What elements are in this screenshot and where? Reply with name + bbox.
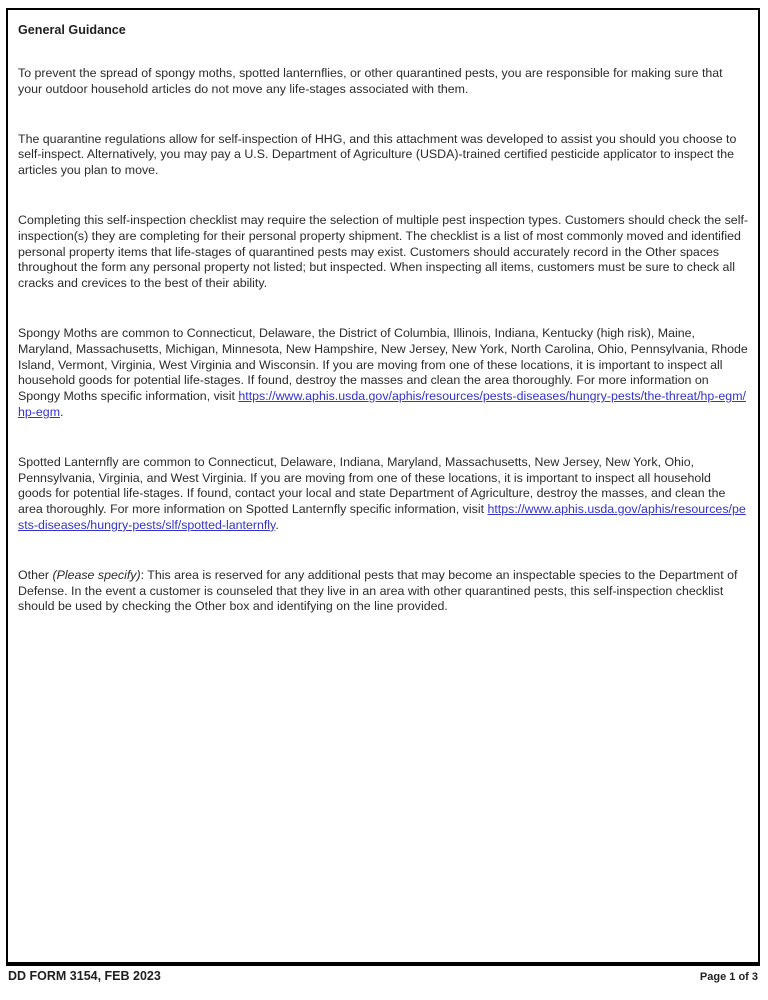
paragraph-other-pests [18, 568, 748, 615]
section-title: General Guidance [18, 23, 126, 37]
paragraph-checklist-instructions: Completing this self-inspection checklist may require the selection of multiple pest inspection types. Customers should check the self-inspection(s) they are completing for their personal property shipment. The checklist is a list of most commonly moved and identified personal property items that life-stages of quarantined pests may exist. Customers should accurately record in the Other spaces throughout the form any personal property not listed; but inspected. When inspecting all items, customers must be sure to check all cracks and crevices to the best of their ability. [18, 212, 749, 291]
form-number: DD FORM 3154, FEB 2023 [8, 969, 161, 983]
spotted-lanternfly-text: Spotted Lanternfly are common to Connecticut, Delaware, Indiana, Maryland, Massachusetts, New Jersey, New York, Ohio, Pennsylvania, Virginia, and West Virginia. If you are moving from one of these locations, it is important to inspect all household goods for potential life-stages. If found, contact your local and state Department of Agriculture, destroy the masses, and clean the area thoroughly. For more information on Spotted Lanternfly specific information, visit [18, 454, 726, 517]
general-guidance-section [6, 8, 760, 966]
paragraph-spongy-moths [18, 326, 748, 421]
spongy-moths-suffix: . [60, 404, 64, 419]
other-text: : This area is reserved for any additional pests that may become an inspectable species to the Department of Defense. In the event a customer is counseled that they live in an area with other quarantined pests, this self-inspection checklist should be used by checking the Other box and identifying on the line provided. [18, 567, 738, 614]
other-prefix: Other [18, 567, 53, 582]
spongy-moths-text: Spongy Moths are common to Connecticut, Delaware, the District of Columbia, Illinois, Indiana, Kentucky (high risk), Maine, Maryland, Massachusetts, Michigan, Minnesota, New Hampshire, New Jersey, New York, North Carolina, Ohio, Pennsylvania, Rhode Island, Vermont, Virginia, West Virginia and Wisconsin. If you are moving from one of these locations, it is important to inspect all household goods for potential life-stages. If found, destroy the masses and clean the area thoroughly. For more information on Spongy Moths specific information, visit [18, 325, 748, 404]
spotted-lanternfly-suffix: . [275, 517, 279, 532]
spotted-lanternfly-link[interactable]: https://www.aphis.usda.gov/aphis/resources/pests-diseases/hungry-pests/slf/spotted-lanternfly [18, 502, 746, 532]
spongy-moths-link[interactable]: https://www.aphis.usda.gov/aphis/resources/pests-diseases/hungry-pests/the-threat/hp-egm/hp-egm [18, 389, 746, 419]
paragraph-spotted-lanternfly [18, 455, 748, 534]
page-footer [8, 969, 758, 983]
page-indicator: Page 1 of 3 [699, 971, 758, 983]
paragraph-intro: To prevent the spread of spongy moths, spotted lanternflies, or other quarantined pests, you are responsible for making sure that your outdoor household articles do not move any life-stages associated with them. [18, 66, 723, 96]
other-please-specify-label: (Please specify) [52, 567, 141, 582]
paragraph-quarantine-regulations: The quarantine regulations allow for self-inspection of HHG, and this attachment was developed to assist you should you choose to self-inspect. Alternatively, you may pay a U.S. Department of Agriculture (USDA)-trained certified pesticide applicator to inspect the articles you plan to move. [18, 131, 737, 178]
